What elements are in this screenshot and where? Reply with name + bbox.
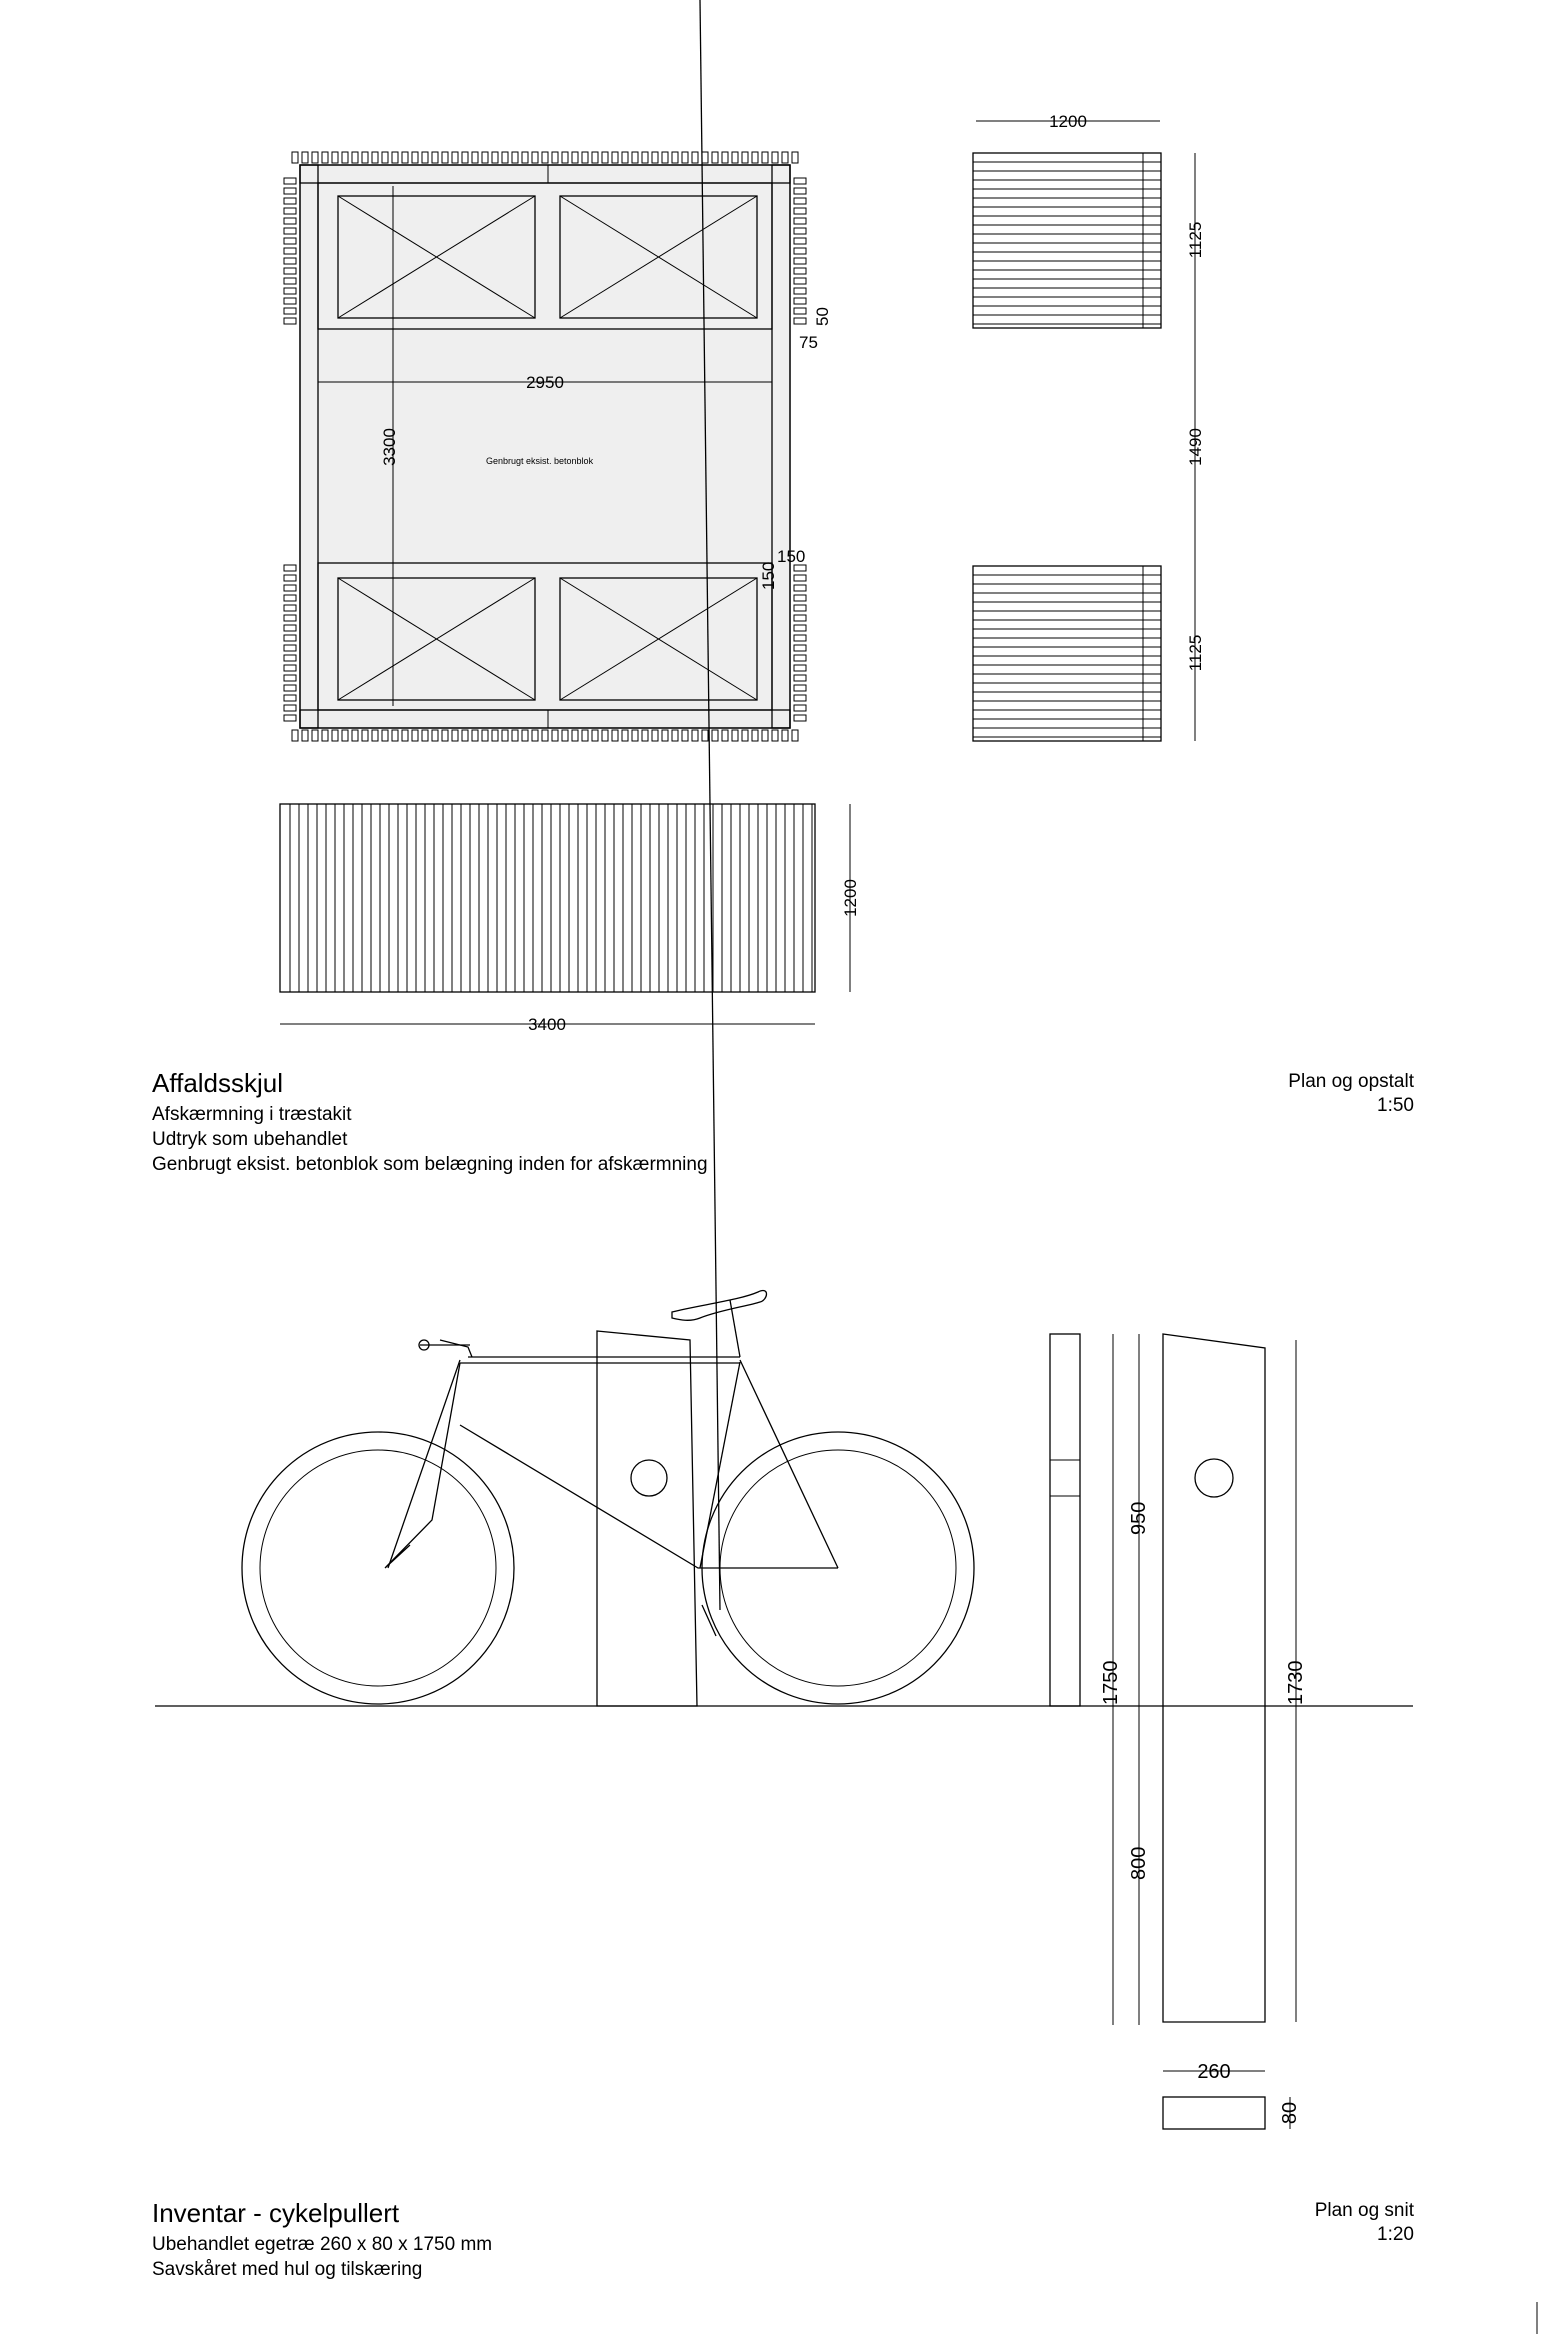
picket <box>292 730 298 741</box>
picket <box>284 705 296 711</box>
picket <box>794 595 806 601</box>
picket <box>284 675 296 681</box>
bollard-side <box>1050 1334 1080 1706</box>
picket <box>794 675 806 681</box>
picket <box>492 730 498 741</box>
shelter-view-label: Plan og opstalt <box>1288 1071 1414 1092</box>
picket <box>794 705 806 711</box>
picket <box>442 152 448 163</box>
picket <box>562 730 568 741</box>
bollard-view-label: Plan og snit <box>1314 2200 1414 2221</box>
picket <box>322 152 328 163</box>
picket <box>284 605 296 611</box>
picket <box>382 152 388 163</box>
picket <box>642 730 648 741</box>
picket <box>502 730 508 741</box>
picket <box>792 152 798 163</box>
picket <box>352 152 358 163</box>
picket <box>522 730 528 741</box>
dim-side-gap: 1490 <box>1186 428 1205 466</box>
picket <box>722 730 728 741</box>
dim-tall-side: 1730 <box>1285 1660 1307 1705</box>
picket <box>794 615 806 621</box>
picket <box>794 298 806 304</box>
picket <box>794 188 806 194</box>
picket <box>794 625 806 631</box>
picket <box>284 178 296 184</box>
picket <box>362 152 368 163</box>
dim-front-width: 3400 <box>528 1015 566 1034</box>
picket <box>572 730 578 741</box>
picket <box>602 152 608 163</box>
shelter-side-elevation <box>973 112 1205 741</box>
picket <box>284 218 296 224</box>
picket <box>284 695 296 701</box>
bollard-line-2: Savskåret med hul og tilskæring <box>152 2259 423 2280</box>
shelter-line-1: Afskærmning i træstakit <box>152 1104 352 1125</box>
picket <box>402 730 408 741</box>
bollard-title: Inventar - cykelpullert <box>152 2198 400 2228</box>
picket <box>752 152 758 163</box>
picket <box>532 152 538 163</box>
picket <box>794 605 806 611</box>
picket <box>652 730 658 741</box>
picket <box>794 575 806 581</box>
bollard-section-hole <box>1195 1459 1233 1497</box>
picket <box>552 730 558 741</box>
picket <box>284 268 296 274</box>
picket <box>412 152 418 163</box>
picket <box>794 258 806 264</box>
picket <box>682 730 688 741</box>
picket <box>692 730 698 741</box>
picket <box>742 152 748 163</box>
picket <box>692 152 698 163</box>
picket <box>532 730 538 741</box>
picket <box>672 730 678 741</box>
picket <box>412 730 418 741</box>
shelter-view-block <box>1288 1070 1414 1118</box>
picket <box>352 730 358 741</box>
dim-depth: 80 <box>1279 2101 1301 2125</box>
picket <box>682 152 688 163</box>
picket <box>632 730 638 741</box>
picket <box>794 178 806 184</box>
dim-above-ground: 950 <box>1128 1501 1150 1535</box>
picket <box>502 152 508 163</box>
picket <box>452 152 458 163</box>
picket <box>284 625 296 631</box>
picket <box>702 730 708 741</box>
picket <box>794 228 806 234</box>
shelter-plan-view <box>284 152 832 741</box>
picket <box>284 248 296 254</box>
picket <box>794 308 806 314</box>
picket <box>602 730 608 741</box>
picket <box>542 730 548 741</box>
picket <box>582 152 588 163</box>
picket <box>794 585 806 591</box>
picket <box>794 715 806 721</box>
picket <box>782 730 788 741</box>
shelter-title: Affaldsskjul <box>152 1068 284 1098</box>
picket <box>312 730 318 741</box>
plan-note: Genbrugt eksist. betonblok <box>486 456 594 466</box>
picket <box>292 152 298 163</box>
dim-side-lower: 1125 <box>1186 634 1205 672</box>
picket <box>552 152 558 163</box>
picket <box>392 152 398 163</box>
dim-total-length: 1750 <box>1100 1660 1122 1705</box>
picket <box>582 730 588 741</box>
picket <box>482 730 488 741</box>
picket <box>302 730 308 741</box>
picket <box>782 152 788 163</box>
picket <box>312 152 318 163</box>
picket <box>472 730 478 741</box>
picket <box>592 152 598 163</box>
picket <box>742 730 748 741</box>
bollard-line-1: Ubehandlet egetræ 260 x 80 x 1750 mm <box>152 2234 493 2255</box>
picket <box>432 152 438 163</box>
shelter-line-3: Genbrugt eksist. betonblok som belægning inden for afskærmning <box>152 1154 708 1175</box>
picket <box>702 152 708 163</box>
picket <box>732 730 738 741</box>
picket <box>382 730 388 741</box>
bollard-section <box>1163 1334 1265 2022</box>
dim-side-upper: 1125 <box>1186 221 1205 259</box>
picket <box>284 575 296 581</box>
picket <box>622 152 628 163</box>
picket <box>794 695 806 701</box>
picket <box>284 288 296 294</box>
picket <box>284 318 296 324</box>
bike-frame <box>385 1300 838 1568</box>
picket <box>332 730 338 741</box>
picket <box>512 730 518 741</box>
picket <box>284 238 296 244</box>
picket <box>572 152 578 163</box>
picket <box>794 248 806 254</box>
picket <box>542 152 548 163</box>
picket <box>794 655 806 661</box>
picket <box>462 730 468 741</box>
shelter-front-elevation <box>280 804 860 1034</box>
picket <box>372 152 378 163</box>
picket <box>482 152 488 163</box>
picket <box>722 152 728 163</box>
picket <box>732 152 738 163</box>
bike-saddle <box>672 1291 767 1321</box>
picket <box>762 730 768 741</box>
dim-front-height: 1200 <box>841 879 860 917</box>
picket <box>284 665 296 671</box>
shelter-line-2: Udtryk som ubehandlet <box>152 1129 348 1150</box>
picket <box>712 152 718 163</box>
picket <box>452 730 458 741</box>
picket <box>342 152 348 163</box>
picket <box>284 685 296 691</box>
picket <box>392 730 398 741</box>
dim-post-b: 75 <box>799 333 818 352</box>
picket <box>284 645 296 651</box>
picket <box>284 298 296 304</box>
picket <box>794 635 806 641</box>
picket <box>752 730 758 741</box>
picket <box>612 730 618 741</box>
dim-post-a: 50 <box>813 307 832 326</box>
picket <box>284 198 296 204</box>
picket <box>772 152 778 163</box>
picket <box>432 730 438 741</box>
dim-post-d: 150 <box>759 561 778 590</box>
bollard-view-block <box>1315 2199 1414 2247</box>
picket <box>632 152 638 163</box>
picket <box>402 152 408 163</box>
picket <box>794 685 806 691</box>
picket <box>512 152 518 163</box>
picket <box>284 188 296 194</box>
picket <box>284 635 296 641</box>
picket <box>322 730 328 741</box>
picket <box>794 238 806 244</box>
dim-post-c: 150 <box>777 547 806 566</box>
picket <box>662 152 668 163</box>
picket <box>794 268 806 274</box>
shelter-scale: 1:50 <box>1377 1095 1414 1116</box>
bollard-hole <box>631 1460 667 1496</box>
picket <box>662 730 668 741</box>
picket <box>462 152 468 163</box>
picket <box>422 152 428 163</box>
picket <box>794 665 806 671</box>
picket <box>284 208 296 214</box>
picket <box>772 730 778 741</box>
picket <box>332 152 338 163</box>
picket <box>762 152 768 163</box>
front-panel <box>280 804 815 992</box>
picket <box>792 730 798 741</box>
bollard-front <box>597 1331 697 1706</box>
picket <box>372 730 378 741</box>
picket <box>672 152 678 163</box>
picket <box>284 308 296 314</box>
bollard-plan <box>1163 2097 1265 2129</box>
picket <box>284 278 296 284</box>
picket <box>652 152 658 163</box>
picket <box>362 730 368 741</box>
picket <box>342 730 348 741</box>
picket <box>284 615 296 621</box>
concrete-floor <box>300 165 790 728</box>
picket <box>794 278 806 284</box>
picket <box>712 730 718 741</box>
picket <box>794 645 806 651</box>
picket <box>592 730 598 741</box>
dim-plan-width: 2950 <box>526 373 564 392</box>
picket <box>284 228 296 234</box>
dim-below-ground: 800 <box>1128 1846 1150 1880</box>
picket <box>284 258 296 264</box>
picket <box>442 730 448 741</box>
picket <box>284 585 296 591</box>
dim-side-width: 1200 <box>1049 112 1087 131</box>
picket <box>422 730 428 741</box>
side-panel-upper <box>973 153 1161 328</box>
picket <box>562 152 568 163</box>
side-panel-lower <box>973 566 1161 741</box>
picket <box>492 152 498 163</box>
picket <box>284 565 296 571</box>
picket <box>794 318 806 324</box>
picket <box>522 152 528 163</box>
picket <box>622 730 628 741</box>
picket <box>302 152 308 163</box>
picket <box>284 595 296 601</box>
picket <box>794 198 806 204</box>
picket <box>794 208 806 214</box>
picket <box>612 152 618 163</box>
picket <box>794 288 806 294</box>
dim-plan-height: 3300 <box>380 428 399 466</box>
picket <box>284 715 296 721</box>
picket <box>284 655 296 661</box>
dim-width: 260 <box>1197 2061 1231 2083</box>
bollard-scale: 1:20 <box>1377 2224 1414 2245</box>
picket <box>794 218 806 224</box>
bike-wheel-left <box>242 1432 514 1704</box>
picket <box>472 152 478 163</box>
picket <box>642 152 648 163</box>
